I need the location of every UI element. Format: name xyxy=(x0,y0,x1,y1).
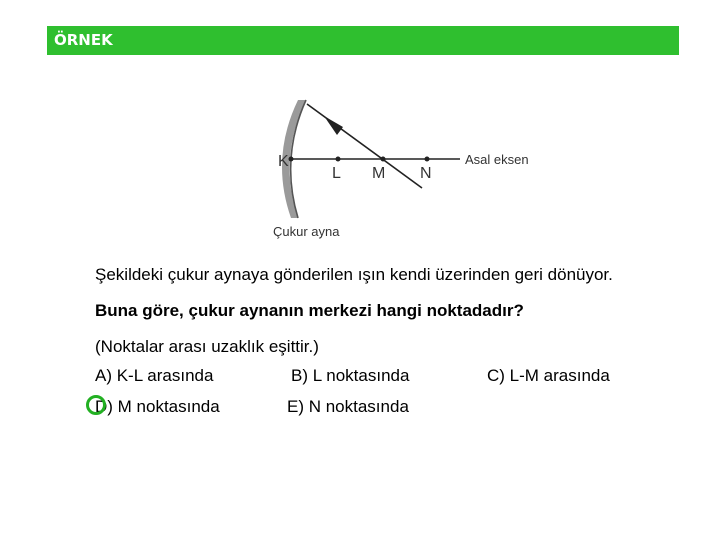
point-n-label: N xyxy=(420,165,432,182)
question-prompt: Buna göre, çukur aynanın merkezi hangi noktadadır? xyxy=(95,301,524,320)
question-statement: Şekildeki çukur aynaya gönderilen ışın kendi üzerinden geri dönüyor. xyxy=(95,265,613,284)
point-n-dot xyxy=(425,157,430,162)
banner-title: ÖRNEK xyxy=(54,31,113,49)
point-k-label: K xyxy=(278,153,289,170)
option-a[interactable]: A) K-L arasında xyxy=(95,366,214,385)
point-m-label: M xyxy=(372,165,386,182)
axis-label: Asal eksen xyxy=(465,152,529,167)
option-c[interactable]: C) L-M arasında xyxy=(487,366,610,385)
option-b[interactable]: B) L noktasında xyxy=(291,366,410,385)
option-d[interactable]: D) M noktasında xyxy=(95,397,220,416)
selected-answer-circle xyxy=(86,395,106,415)
point-l-dot xyxy=(336,157,341,162)
question-note: (Noktalar arası uzaklık eşittir.) xyxy=(95,337,319,356)
ray-arrow-icon xyxy=(324,116,343,135)
mirror-label: Çukur ayna xyxy=(273,224,340,239)
point-k-dot xyxy=(289,157,294,162)
concave-mirror-diagram xyxy=(0,0,720,260)
light-ray xyxy=(307,104,422,188)
point-l-label: L xyxy=(332,165,341,182)
option-e[interactable]: E) N noktasında xyxy=(287,397,409,416)
point-m-dot xyxy=(381,157,386,162)
